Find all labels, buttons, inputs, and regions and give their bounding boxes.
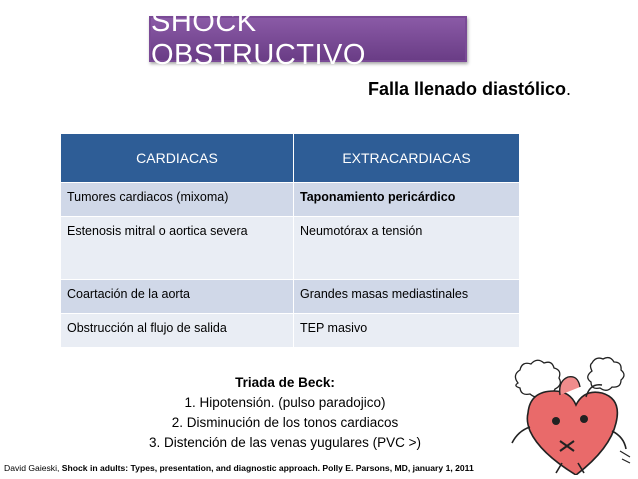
header-extracardiacas: EXTRACARDIACAS bbox=[294, 134, 520, 183]
table-cell: TEP masivo bbox=[294, 314, 520, 348]
beck-item: 1. Hipotensión. (pulso paradojico) bbox=[184, 395, 386, 410]
subtitle-period: . bbox=[566, 79, 572, 99]
beck-triad bbox=[110, 373, 460, 453]
table-cell: Tumores cardiacos (mixoma) bbox=[61, 183, 294, 217]
table-row bbox=[61, 314, 520, 348]
table-cell: Coartación de la aorta bbox=[61, 280, 294, 314]
subtitle-text: Falla llenado diastólico bbox=[368, 79, 567, 99]
table-row bbox=[61, 217, 520, 280]
table-cell: Obstrucción al flujo de salida bbox=[61, 314, 294, 348]
cartoon-heart-icon bbox=[500, 355, 636, 475]
beck-heading: Triada de Beck: bbox=[235, 375, 335, 390]
table-cell: Grandes masas mediastinales bbox=[294, 280, 520, 314]
beck-item: 3. Distención de las venas yugulares (PVC >) bbox=[148, 435, 421, 450]
slide-title-text: SHOCK OBSTRUCTIVO bbox=[151, 6, 366, 71]
causes-table bbox=[61, 134, 520, 347]
table-row bbox=[61, 280, 520, 314]
slide-title bbox=[149, 6, 467, 71]
reference-text: Shock in adults: Types, presentation, and diagnostic approach. Polly E. Parsons, MD, january 1, 2011 bbox=[61, 463, 474, 473]
table-cell: Taponamiento pericárdico bbox=[294, 183, 520, 217]
header-cardiacas: CARDIACAS bbox=[61, 134, 294, 183]
beck-item: 2. Disminución de los tonos cardiacos bbox=[171, 415, 399, 430]
slide-subtitle bbox=[368, 79, 571, 100]
table-row bbox=[61, 183, 520, 217]
table-header-row bbox=[61, 134, 520, 183]
reference-citation bbox=[4, 463, 474, 473]
reference-author: David Gaieski, bbox=[4, 463, 62, 473]
table-cell: Neumotórax a tensión bbox=[294, 217, 520, 280]
table-cell: Estenosis mitral o aortica severa bbox=[61, 217, 294, 280]
